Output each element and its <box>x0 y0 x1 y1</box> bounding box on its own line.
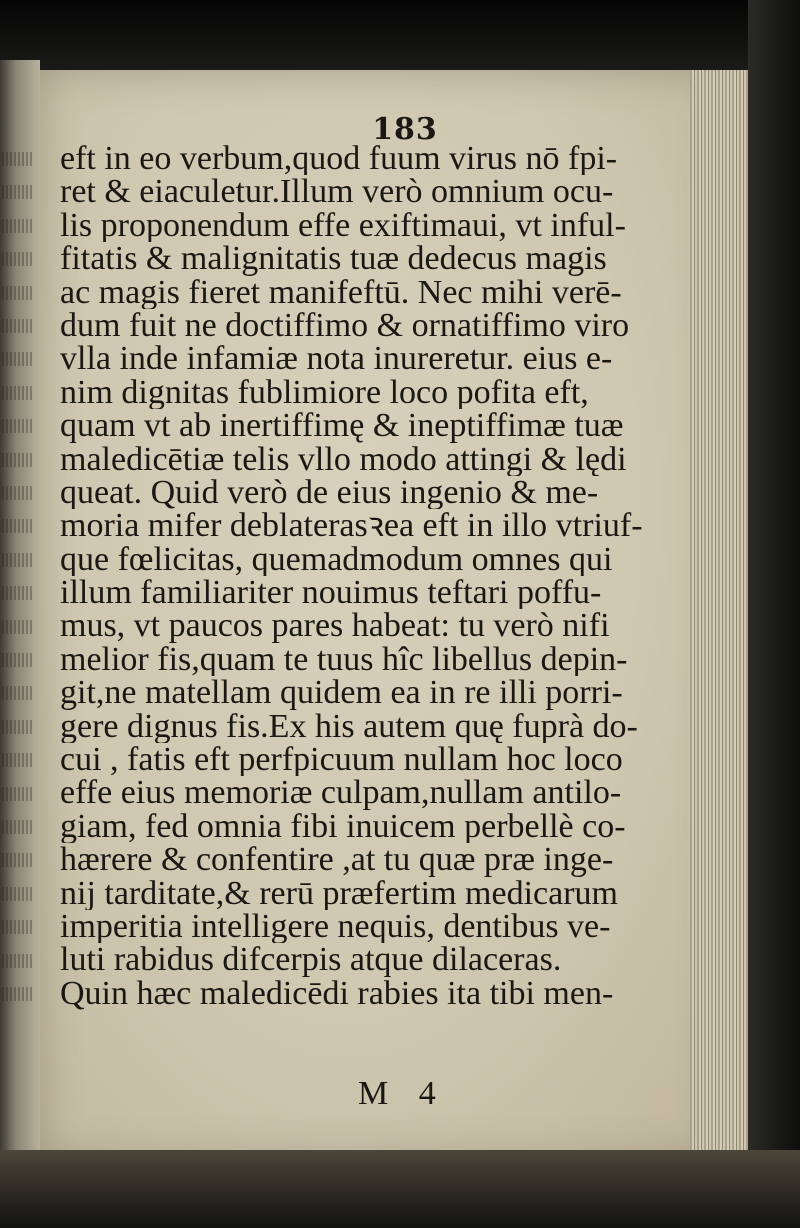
bleed-through-mark <box>2 219 34 233</box>
bleed-through-mark <box>2 720 34 734</box>
bleed-through-mark <box>2 920 34 934</box>
bleed-through-mark <box>2 753 34 767</box>
text-line: hærere & confentire ,at tu quæ præ inge- <box>60 843 614 877</box>
text-line: luti rabidus difcerpis atque dilaceras. <box>60 943 562 977</box>
page-edges <box>690 70 748 1160</box>
bleed-through-mark <box>2 887 34 901</box>
bleed-through-mark <box>2 519 34 533</box>
bleed-through-mark <box>2 553 34 567</box>
bleed-through-mark <box>2 352 34 366</box>
text-line: quam vt ab inertiffimę & ineptiffimæ tuæ <box>60 409 624 443</box>
bleed-through-mark <box>2 686 34 700</box>
text-line: nim dignitas fublimiore loco pofita eft, <box>60 375 589 410</box>
text-line: effe eius memoriæ culpam,nullam antilo- <box>60 776 622 810</box>
text-line: ac magis fieret manifeftū. Nec mihi verē- <box>60 275 622 309</box>
page-number: 183 <box>372 112 438 147</box>
bleed-through-mark <box>2 419 34 433</box>
right-shadow <box>748 0 800 1228</box>
text-line: lis proponendum effe exiftimaui, vt inful- <box>60 208 626 243</box>
text-line: queat. Quid verò de eius ingenio & me- <box>60 475 599 510</box>
text-line: Quin hæc maledicēdi rabies ita tibi men- <box>60 976 614 1011</box>
text-line: gere dignus fis.Ex his autem quę fuprà do- <box>60 709 638 744</box>
text-line: illum familiariter nouimus teftari poffu- <box>60 576 602 610</box>
bleed-through-mark <box>2 586 34 600</box>
bleed-through-mark <box>2 620 34 634</box>
text-line: nij tarditate,& rerū præfertim medicarum <box>60 876 618 910</box>
text-line: moria mifer deblaterasꝛea eft in illo vtriuf- <box>60 509 643 543</box>
text-line: imperitia intelligere nequis, dentibus ve- <box>60 909 611 944</box>
book-page <box>40 70 720 1160</box>
bleed-through-mark <box>2 486 34 500</box>
text-line: dum fuit ne doctiffimo & ornatiffimo viro <box>60 308 630 343</box>
bleed-through-mark <box>2 453 34 467</box>
bleed-through-mark <box>2 185 34 199</box>
text-line: fitatis & malignitatis tuæ dedecus magis <box>60 242 607 276</box>
text-line: eft in eo verbum,quod fuum virus nō fpi- <box>60 142 618 176</box>
bleed-through-mark <box>2 152 34 166</box>
bleed-through-mark <box>2 954 34 968</box>
text-line: giam, fed omnia fibi inuicem perbellè co- <box>60 809 626 844</box>
bleed-through-mark <box>2 319 34 333</box>
top-shadow <box>0 0 800 70</box>
text-line: que fœlicitas, quemadmodum omnes qui <box>60 542 613 577</box>
text-line: git,ne matellam quidem ea in re illi porri- <box>60 676 623 710</box>
text-line: ret & eiaculetur.Illum verò omnium ocu- <box>60 175 614 209</box>
bleed-through-mark <box>2 286 34 300</box>
facing-page-strip <box>0 60 40 1228</box>
bottom-shadow <box>0 1150 800 1228</box>
bleed-through-mark <box>2 820 34 834</box>
text-line: maledicētiæ telis vllo modo attingi & lędi <box>60 442 627 476</box>
text-line: cui , fatis eft perfpicuum nullam hoc loco <box>60 743 623 777</box>
text-line: vlla inde infamiæ nota inureretur. eius e- <box>60 342 613 376</box>
text-line: mus, vt paucos pares habeat: tu verò nifi <box>60 609 610 643</box>
bleed-through-mark <box>2 386 34 400</box>
body-text <box>60 142 700 1010</box>
bleed-through-mark <box>2 787 34 801</box>
bleed-through-mark <box>2 252 34 266</box>
text-line: melior fis,quam te tuus hîc libellus depin- <box>60 642 628 677</box>
signature-mark: M 4 <box>358 1075 436 1112</box>
bleed-through-mark <box>2 853 34 867</box>
bleed-through-mark <box>2 987 34 1001</box>
bleed-through-mark <box>2 653 34 667</box>
